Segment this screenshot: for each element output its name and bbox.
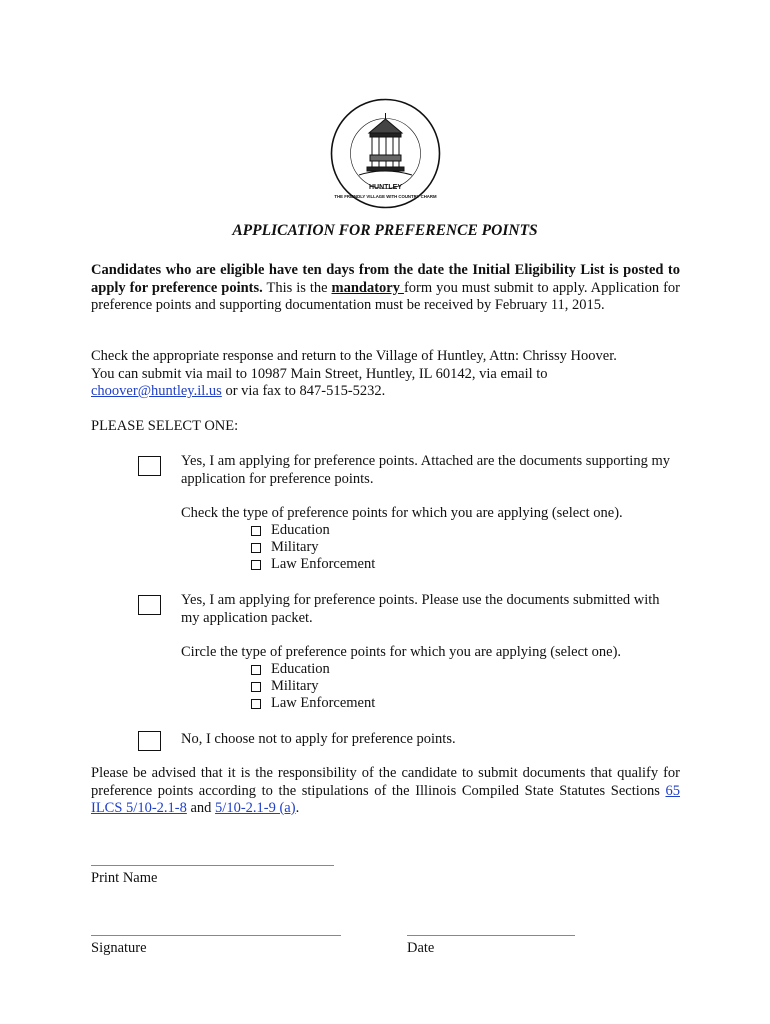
option-1-choice-military[interactable]: [251, 539, 319, 556]
contact-line-1: Check the appropriate response and return to the Village of Huntley, Attn: Chrissy Hoover.: [91, 348, 617, 364]
contact-paragraph: [91, 348, 680, 401]
education-checkbox[interactable]: [251, 665, 261, 675]
date-label: Date: [407, 940, 435, 956]
date-line[interactable]: [407, 935, 575, 936]
option-2-choice-military[interactable]: [251, 678, 319, 695]
svg-text:HUNTLEY: HUNTLEY: [368, 184, 403, 191]
advisory-text: Please be advised that it is the responsibility of the candidate to submit documents that qualify for preference points according to the stipulations of the Illinois Compiled State Statutes Sections: [91, 765, 680, 799]
choice-label: Law Enforcement: [271, 694, 376, 711]
option-3-checkbox[interactable]: [138, 731, 161, 751]
option-3-text: No, I choose not to apply for preference points.: [181, 731, 456, 747]
option-1-choice-law-enforcement[interactable]: [251, 556, 375, 573]
fax-text: or via fax to 847-515-5232.: [221, 383, 386, 399]
option-1-choice-education[interactable]: [251, 522, 330, 539]
law-enforcement-checkbox[interactable]: [251, 560, 261, 570]
choice-label: Education: [271, 660, 330, 677]
military-checkbox[interactable]: [251, 682, 261, 692]
military-checkbox[interactable]: [251, 543, 261, 553]
intro-text: This is the: [262, 279, 332, 296]
option-2-checkbox[interactable]: [138, 595, 161, 615]
print-name-line[interactable]: [91, 865, 334, 866]
option-1-text: Yes, I am applying for preference points. Attached are the documents supporting my application for preference points.: [181, 453, 670, 487]
option-2-prompt: Circle the type of preference points for which you are applying (select one).: [181, 644, 622, 660]
intro-paragraph: [91, 262, 680, 315]
contact-line-2: You can submit via mail to 10987 Main Street, Huntley, IL 60142, via email to: [91, 365, 548, 382]
email-link[interactable]: choover@huntley.il.us: [91, 383, 222, 399]
option-1-prompt: Check the type of preference points for which you are applying (select one).: [181, 505, 623, 521]
signature-line[interactable]: [91, 935, 341, 936]
svg-text:THE FRIENDLY VILLAGE WITH COUN: THE FRIENDLY VILLAGE WITH COUNTRY CHARM: [334, 194, 437, 199]
advisory-and: and: [186, 800, 216, 816]
choice-label: Military: [271, 677, 319, 694]
village-logo: [329, 97, 442, 210]
option-2-choice-law-enforcement[interactable]: [251, 695, 375, 712]
advisory-end: .: [295, 800, 300, 816]
advisory-paragraph: [91, 765, 680, 818]
signature-label: Signature: [91, 940, 147, 956]
choice-label: Education: [271, 521, 330, 538]
choice-label: Military: [271, 538, 319, 555]
choice-label: Law Enforcement: [271, 555, 376, 572]
print-name-label: Print Name: [91, 870, 158, 886]
option-1-checkbox[interactable]: [138, 456, 161, 476]
intro-text-continued: form you must submit to apply. Application for preference points and supporting documentation must be received by February 11, 2015.: [91, 279, 680, 313]
mandatory-word: mandatory: [331, 279, 404, 296]
intro-bold-text: Candidates who are eligible have ten days from the date the Initial Eligibility List is posted to apply for preference points.: [91, 262, 680, 296]
statute-link-1[interactable]: 65 ILCS 5/10-2.1-8: [91, 782, 680, 816]
option-2-choice-education[interactable]: [251, 661, 330, 678]
law-enforcement-checkbox[interactable]: [251, 699, 261, 709]
contact-line-3: [91, 383, 680, 401]
education-checkbox[interactable]: [251, 526, 261, 536]
select-label: PLEASE SELECT ONE:: [91, 418, 239, 434]
statute-link-2[interactable]: 5/10-2.1-9 (a): [215, 800, 296, 816]
form-title: APPLICATION FOR PREFERENCE POINTS: [232, 222, 538, 239]
option-2-text: Yes, I am applying for preference points. Please use the documents submitted with my application packet.: [181, 592, 660, 626]
